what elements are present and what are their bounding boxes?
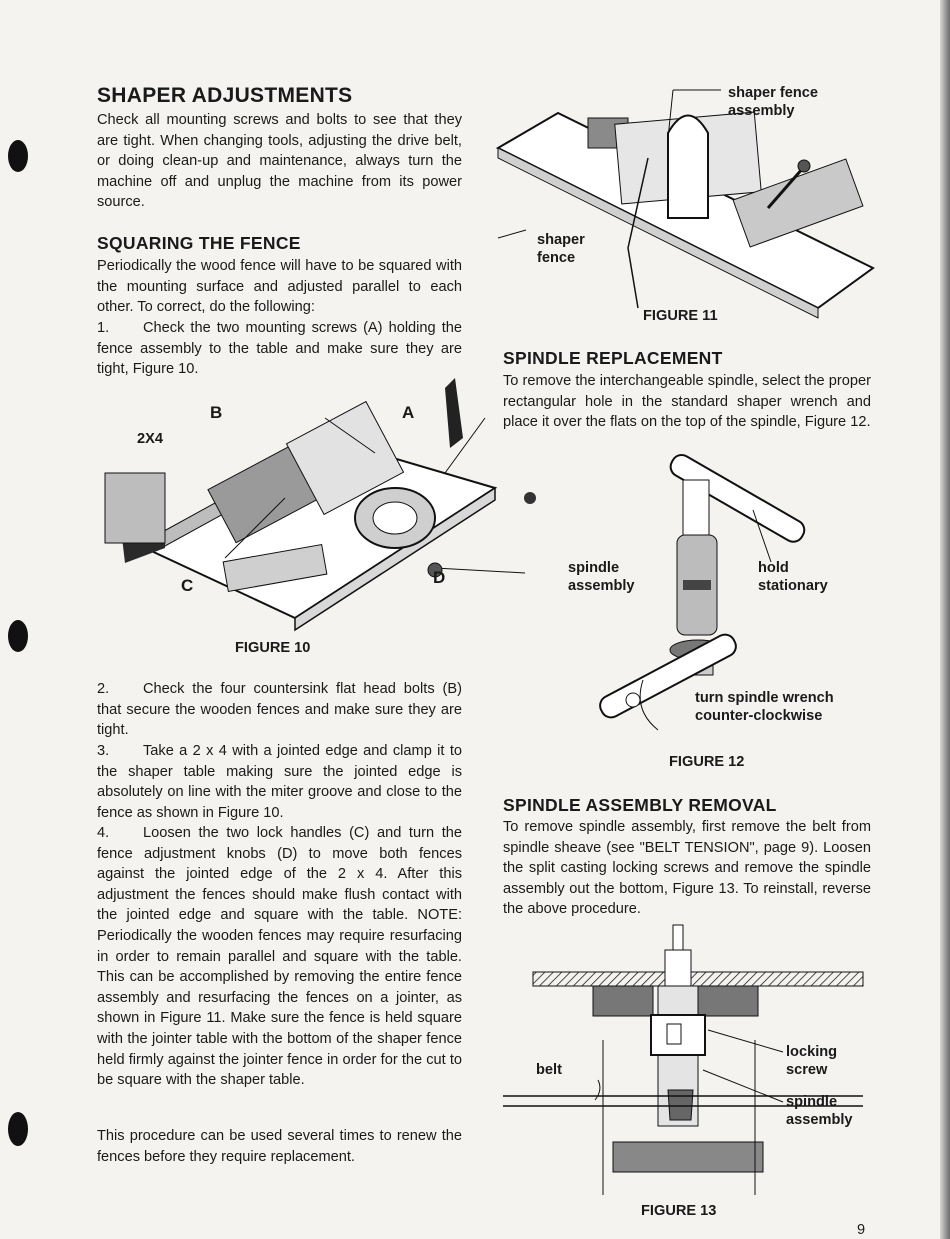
step-3-number: 3. xyxy=(97,743,110,759)
figure-10-caption: FIGURE 10 xyxy=(235,640,311,656)
figure-11-caption: FIGURE 11 xyxy=(643,308,718,324)
section-title-squaring-fence: SQUARING THE FENCE xyxy=(97,233,301,253)
figure-10-label-c: C xyxy=(181,576,194,595)
binder-hole-middle xyxy=(8,620,28,652)
step-1-number: 1. xyxy=(97,320,110,336)
step-1-text: Check the two mounting screws (A) holding the fence assembly to the table and make sure they are tight, Figure 10. xyxy=(97,320,462,378)
section-title-spindle-replacement: SPINDLE REPLACEMENT xyxy=(503,348,723,368)
step-2 xyxy=(97,679,462,741)
squaring-intro-paragraph: Periodically the wood fence will have to be squared with the mounting surface and adjusted parallel to each other. To correct, do the following: xyxy=(97,258,462,316)
closing-paragraph: This procedure can be used several times to renew the fences before they require replacement. xyxy=(97,1128,462,1165)
step-1 xyxy=(97,318,462,380)
figure-10-label-b: B xyxy=(210,403,223,422)
figure-10-label-2x4: 2X4 xyxy=(137,431,163,447)
step-3 xyxy=(97,741,462,823)
step-3-text: Take a 2 x 4 with a jointed edge and clamp it to the shaper table making sure the jointed edge is absolutely on line with the miter groove and close to the fence as shown in Figure 10. xyxy=(97,743,462,821)
figure-13-label-spindle-assembly: spindle assembly xyxy=(786,1094,853,1128)
figure-12-caption: FIGURE 12 xyxy=(669,754,745,770)
figure-10-illustration xyxy=(85,378,495,638)
section-title-spindle-assembly-removal: SPINDLE ASSEMBLY REMOVAL xyxy=(503,795,777,815)
step-4-number: 4. xyxy=(97,825,110,841)
figure-13-label-belt: belt xyxy=(536,1062,562,1078)
spindle-removal-paragraph: To remove spindle assembly, first remove the belt from spindle sheave (see "BELT TENSION", page 9). Loosen the split casting locking screws and remove the spindle assembly out the bottom, Figure 13. To reinstall, reverse the above procedure. xyxy=(503,819,871,918)
figure-12-label-hold-stationary: hold stationary xyxy=(758,560,828,594)
figure-11-label-shaper-fence-assembly: shaper fence assembly xyxy=(728,85,819,119)
figure-13-caption: FIGURE 13 xyxy=(641,1203,717,1219)
figure-11-label-shaper-fence: shaper fence xyxy=(537,232,585,266)
spindle-replacement-paragraph: To remove the interchangeable spindle, select the proper rectangular hole in the standard shaper wrench and place it over the flats on the top of the spindle, Figure 12. xyxy=(503,373,871,431)
step-2-number: 2. xyxy=(97,681,110,697)
page-edge-shadow xyxy=(940,0,950,1239)
figure-12-label-spindle-assembly: spindle assembly xyxy=(568,560,635,594)
figure-12-label-turn-spindle: turn spindle wrench counter-clockwise xyxy=(695,690,834,724)
intro-paragraph: Check all mounting screws and bolts to see that they are tight. When changing tools, adjusting the drive belt, or doing clean-up and maintenance, always turn the machine off and unplug the machine from its power source. xyxy=(97,112,462,211)
figure-10-label-d: D xyxy=(433,568,446,587)
step-4 xyxy=(97,823,462,1091)
section-title-shaper-adjustments: SHAPER ADJUSTMENTS xyxy=(97,84,353,107)
step-4-text: Loosen the two lock handles (C) and turn the fence adjustment knobs (D) to move both fences against the jointed edge of the 2 x 4. After this adjustment the fences should make flush contact with the jointed edge and square with the table. NOTE: Periodically the wooden fences may require resurfacing in order to remain parallel and square with the table. This can be accomplished by removing the entire fence assembly and resurfacing the fences on a jointer, as shown in Figure 11. Make sure the fence is held square with the jointer table with the bottom of the shaper fence held firmly against the jointer fence in order for the cut to be square with the shaper table. xyxy=(97,825,462,1089)
step-2-text: Check the four countersink flat head bolts (B) that secure the wooden fences and make sure they are tight. xyxy=(97,681,462,739)
binder-hole-bottom xyxy=(8,1112,28,1146)
figure-10-label-a: A xyxy=(402,403,415,422)
page-number: 9 xyxy=(857,1222,866,1238)
binder-hole-top xyxy=(8,140,28,172)
figure-13-label-locking-screw: locking screw xyxy=(786,1044,838,1078)
